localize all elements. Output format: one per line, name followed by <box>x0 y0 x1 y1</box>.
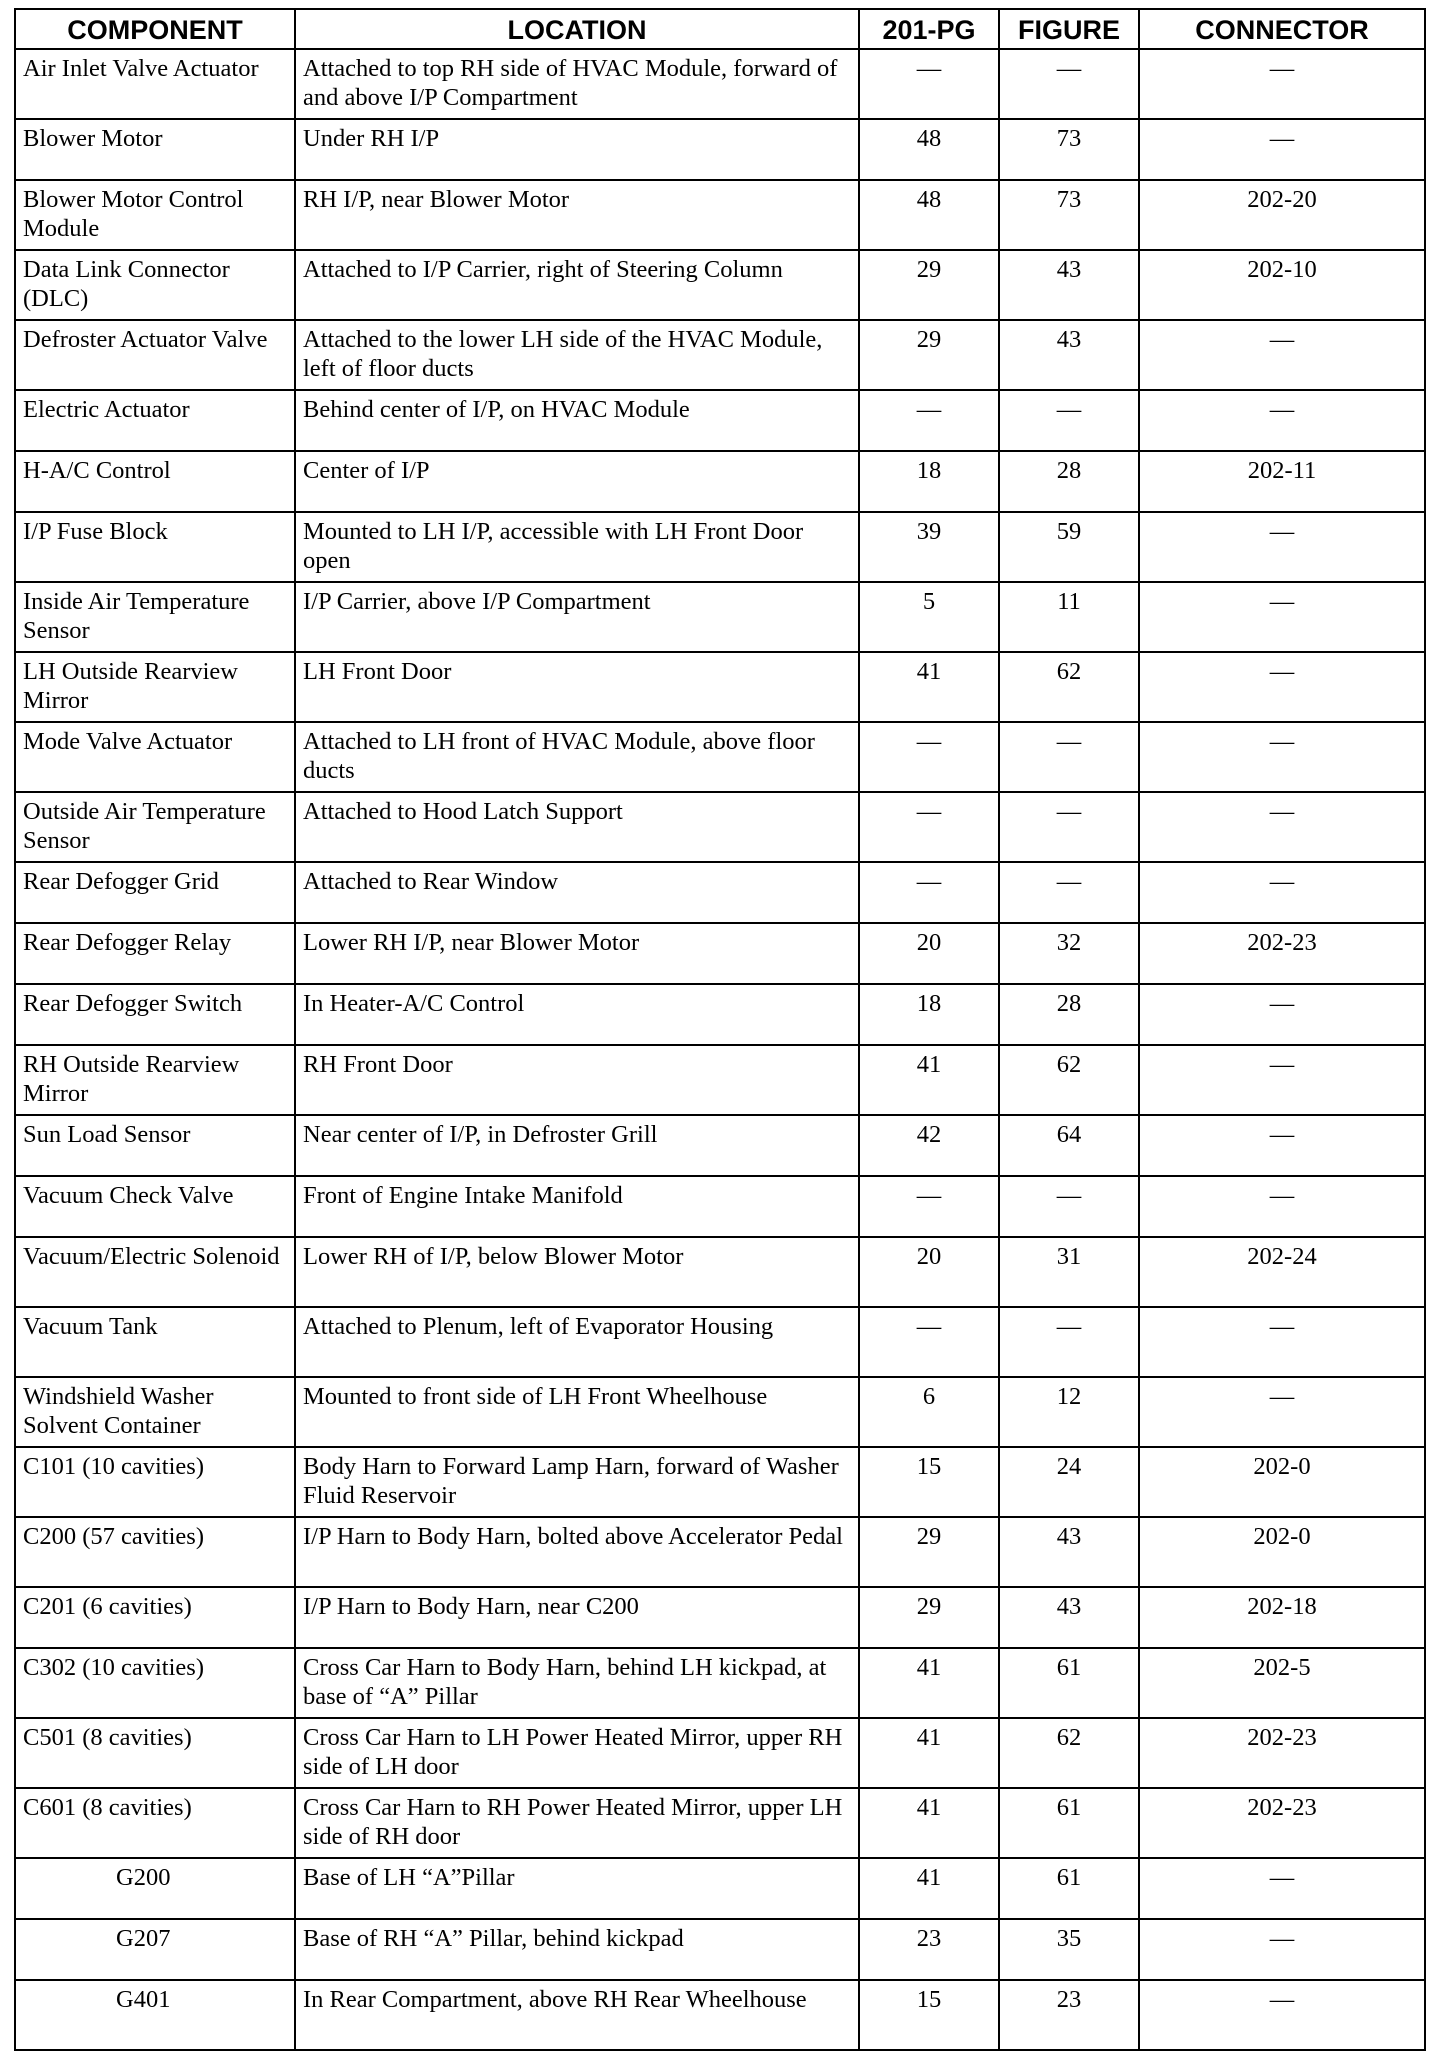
page-cell: — <box>859 390 999 451</box>
table-row <box>15 1919 1425 1980</box>
page-cell: — <box>859 792 999 862</box>
table-row <box>15 1980 1425 2050</box>
table-row <box>15 119 1425 180</box>
component-cell: I/P Fuse Block <box>15 512 295 582</box>
component-cell: G401 <box>15 1980 295 2050</box>
connector-cell: — <box>1139 652 1425 722</box>
column-header-component: COMPONENT <box>15 9 295 49</box>
location-cell: Attached to Plenum, left of Evaporator Housing <box>295 1307 859 1377</box>
figure-cell: 61 <box>999 1858 1139 1919</box>
table-row <box>15 1718 1425 1788</box>
component-cell: C302 (10 cavities) <box>15 1648 295 1718</box>
page-cell: 48 <box>859 180 999 250</box>
component-cell: Inside Air Temperature Sensor <box>15 582 295 652</box>
location-cell: Attached to I/P Carrier, right of Steering Column <box>295 250 859 320</box>
page-cell: — <box>859 1307 999 1377</box>
column-header-connector: CONNECTOR <box>1139 9 1425 49</box>
location-cell: Base of LH “A”Pillar <box>295 1858 859 1919</box>
component-cell: C101 (10 cavities) <box>15 1447 295 1517</box>
component-cell: Vacuum/Electric Solenoid <box>15 1237 295 1307</box>
component-cell: G200 <box>15 1858 295 1919</box>
column-header-figure: FIGURE <box>999 9 1139 49</box>
table-row <box>15 792 1425 862</box>
connector-cell: 202-18 <box>1139 1587 1425 1648</box>
component-cell: Vacuum Tank <box>15 1307 295 1377</box>
figure-cell: 11 <box>999 582 1139 652</box>
connector-cell: 202-11 <box>1139 451 1425 512</box>
component-location-sheet <box>14 8 1424 2051</box>
location-cell: Base of RH “A” Pillar, behind kickpad <box>295 1919 859 1980</box>
table-row <box>15 1115 1425 1176</box>
column-header-location: LOCATION <box>295 9 859 49</box>
table-row <box>15 1587 1425 1648</box>
connector-cell: — <box>1139 49 1425 119</box>
location-cell: Mounted to LH I/P, accessible with LH Front Door open <box>295 512 859 582</box>
page-cell: 6 <box>859 1377 999 1447</box>
table-row <box>15 923 1425 984</box>
table-row <box>15 390 1425 451</box>
connector-cell: 202-20 <box>1139 180 1425 250</box>
connector-cell: — <box>1139 862 1425 923</box>
connector-cell: — <box>1139 582 1425 652</box>
column-header-page: 201-PG <box>859 9 999 49</box>
connector-cell: — <box>1139 722 1425 792</box>
page-cell: 48 <box>859 119 999 180</box>
page-cell: 15 <box>859 1980 999 2050</box>
figure-cell: 61 <box>999 1788 1139 1858</box>
connector-cell: — <box>1139 984 1425 1045</box>
table-row <box>15 1045 1425 1115</box>
location-cell: Lower RH I/P, near Blower Motor <box>295 923 859 984</box>
figure-cell: — <box>999 1307 1139 1377</box>
component-cell: Data Link Connector (DLC) <box>15 250 295 320</box>
connector-cell: — <box>1139 1858 1425 1919</box>
figure-cell: — <box>999 862 1139 923</box>
component-cell: Rear Defogger Switch <box>15 984 295 1045</box>
figure-cell: 61 <box>999 1648 1139 1718</box>
connector-cell: 202-10 <box>1139 250 1425 320</box>
component-cell: LH Outside Rearview Mirror <box>15 652 295 722</box>
connector-cell: — <box>1139 1045 1425 1115</box>
figure-cell: 62 <box>999 1718 1139 1788</box>
figure-cell: 28 <box>999 451 1139 512</box>
page-cell: 41 <box>859 1045 999 1115</box>
location-cell: Attached to top RH side of HVAC Module, forward of and above I/P Compartment <box>295 49 859 119</box>
page-cell: 29 <box>859 1587 999 1648</box>
page-cell: 5 <box>859 582 999 652</box>
component-cell: C501 (8 cavities) <box>15 1718 295 1788</box>
component-cell: H-A/C Control <box>15 451 295 512</box>
figure-cell: 43 <box>999 250 1139 320</box>
page-cell: 29 <box>859 320 999 390</box>
location-cell: In Heater-A/C Control <box>295 984 859 1045</box>
table-row <box>15 250 1425 320</box>
figure-cell: — <box>999 49 1139 119</box>
figure-cell: 43 <box>999 320 1139 390</box>
page-cell: 29 <box>859 1517 999 1587</box>
component-cell: Air Inlet Valve Actuator <box>15 49 295 119</box>
location-cell: Front of Engine Intake Manifold <box>295 1176 859 1237</box>
connector-cell: 202-23 <box>1139 1718 1425 1788</box>
location-cell: Center of I/P <box>295 451 859 512</box>
table-row <box>15 180 1425 250</box>
page-cell: 23 <box>859 1919 999 1980</box>
page-cell: — <box>859 722 999 792</box>
figure-cell: — <box>999 390 1139 451</box>
page-cell: 18 <box>859 984 999 1045</box>
connector-cell: — <box>1139 1377 1425 1447</box>
component-location-table <box>14 8 1426 2051</box>
connector-cell: 202-0 <box>1139 1447 1425 1517</box>
component-cell: Blower Motor <box>15 119 295 180</box>
table-row <box>15 582 1425 652</box>
component-cell: C200 (57 cavities) <box>15 1517 295 1587</box>
page-cell: 42 <box>859 1115 999 1176</box>
location-cell: Lower RH of I/P, below Blower Motor <box>295 1237 859 1307</box>
table-row <box>15 1237 1425 1307</box>
table-row <box>15 1377 1425 1447</box>
component-cell: C201 (6 cavities) <box>15 1587 295 1648</box>
figure-cell: 43 <box>999 1517 1139 1587</box>
connector-cell: 202-0 <box>1139 1517 1425 1587</box>
table-row <box>15 1176 1425 1237</box>
figure-cell: 64 <box>999 1115 1139 1176</box>
location-cell: Attached to the lower LH side of the HVAC Module, left of floor ducts <box>295 320 859 390</box>
page-cell: 41 <box>859 1718 999 1788</box>
page-cell: 29 <box>859 250 999 320</box>
location-cell: Attached to Rear Window <box>295 862 859 923</box>
table-row <box>15 512 1425 582</box>
page-cell: 18 <box>859 451 999 512</box>
location-cell: Cross Car Harn to RH Power Heated Mirror, upper LH side of RH door <box>295 1788 859 1858</box>
figure-cell: 23 <box>999 1980 1139 2050</box>
page-cell: — <box>859 49 999 119</box>
page-cell: 20 <box>859 923 999 984</box>
component-cell: RH Outside Rearview Mirror <box>15 1045 295 1115</box>
component-cell: C601 (8 cavities) <box>15 1788 295 1858</box>
location-cell: Near center of I/P, in Defroster Grill <box>295 1115 859 1176</box>
component-cell: Windshield Washer Solvent Container <box>15 1377 295 1447</box>
location-cell: Mounted to front side of LH Front Wheelhouse <box>295 1377 859 1447</box>
connector-cell: 202-5 <box>1139 1648 1425 1718</box>
connector-cell: — <box>1139 119 1425 180</box>
table-row <box>15 1307 1425 1377</box>
table-row <box>15 1648 1425 1718</box>
component-cell: Rear Defogger Grid <box>15 862 295 923</box>
figure-cell: 59 <box>999 512 1139 582</box>
table-row <box>15 1858 1425 1919</box>
component-cell: Blower Motor Control Module <box>15 180 295 250</box>
figure-cell: — <box>999 1176 1139 1237</box>
connector-cell: — <box>1139 1919 1425 1980</box>
location-cell: Cross Car Harn to LH Power Heated Mirror, upper RH side of LH door <box>295 1718 859 1788</box>
table-row <box>15 652 1425 722</box>
table-row <box>15 1788 1425 1858</box>
connector-cell: — <box>1139 512 1425 582</box>
page-cell: 41 <box>859 1788 999 1858</box>
figure-cell: 43 <box>999 1587 1139 1648</box>
page-cell: 41 <box>859 652 999 722</box>
page-cell: — <box>859 1176 999 1237</box>
location-cell: I/P Harn to Body Harn, near C200 <box>295 1587 859 1648</box>
table-row <box>15 984 1425 1045</box>
table-row <box>15 1517 1425 1587</box>
connector-cell: — <box>1139 1980 1425 2050</box>
page-cell: 20 <box>859 1237 999 1307</box>
table-row <box>15 1447 1425 1517</box>
page-cell: 41 <box>859 1648 999 1718</box>
component-cell: Sun Load Sensor <box>15 1115 295 1176</box>
page-cell: — <box>859 862 999 923</box>
figure-cell: 12 <box>999 1377 1139 1447</box>
figure-cell: 62 <box>999 1045 1139 1115</box>
location-cell: Body Harn to Forward Lamp Harn, forward of Washer Fluid Reservoir <box>295 1447 859 1517</box>
component-cell: Defroster Actuator Valve <box>15 320 295 390</box>
location-cell: Attached to LH front of HVAC Module, above floor ducts <box>295 722 859 792</box>
component-cell: Outside Air Temperature Sensor <box>15 792 295 862</box>
page-cell: 39 <box>859 512 999 582</box>
component-cell: Rear Defogger Relay <box>15 923 295 984</box>
location-cell: RH Front Door <box>295 1045 859 1115</box>
location-cell: LH Front Door <box>295 652 859 722</box>
table-row <box>15 49 1425 119</box>
connector-cell: — <box>1139 792 1425 862</box>
figure-cell: 24 <box>999 1447 1139 1517</box>
component-cell: Mode Valve Actuator <box>15 722 295 792</box>
location-cell: I/P Carrier, above I/P Compartment <box>295 582 859 652</box>
figure-cell: 73 <box>999 180 1139 250</box>
figure-cell: 28 <box>999 984 1139 1045</box>
figure-cell: 62 <box>999 652 1139 722</box>
location-cell: Cross Car Harn to Body Harn, behind LH kickpad, at base of “A” Pillar <box>295 1648 859 1718</box>
component-cell: Vacuum Check Valve <box>15 1176 295 1237</box>
figure-cell: 73 <box>999 119 1139 180</box>
component-cell: G207 <box>15 1919 295 1980</box>
page-cell: 15 <box>859 1447 999 1517</box>
figure-cell: 32 <box>999 923 1139 984</box>
table-row <box>15 451 1425 512</box>
component-cell: Electric Actuator <box>15 390 295 451</box>
table-row <box>15 862 1425 923</box>
location-cell: I/P Harn to Body Harn, bolted above Accelerator Pedal <box>295 1517 859 1587</box>
connector-cell: 202-23 <box>1139 1788 1425 1858</box>
connector-cell: — <box>1139 1176 1425 1237</box>
connector-cell: — <box>1139 320 1425 390</box>
location-cell: In Rear Compartment, above RH Rear Wheelhouse <box>295 1980 859 2050</box>
figure-cell: — <box>999 722 1139 792</box>
figure-cell: — <box>999 792 1139 862</box>
location-cell: RH I/P, near Blower Motor <box>295 180 859 250</box>
connector-cell: — <box>1139 1115 1425 1176</box>
figure-cell: 31 <box>999 1237 1139 1307</box>
connector-cell: 202-24 <box>1139 1237 1425 1307</box>
header-row <box>15 9 1425 49</box>
connector-cell: — <box>1139 390 1425 451</box>
connector-cell: — <box>1139 1307 1425 1377</box>
location-cell: Under RH I/P <box>295 119 859 180</box>
table-row <box>15 722 1425 792</box>
location-cell: Attached to Hood Latch Support <box>295 792 859 862</box>
table-row <box>15 320 1425 390</box>
page-cell: 41 <box>859 1858 999 1919</box>
connector-cell: 202-23 <box>1139 923 1425 984</box>
figure-cell: 35 <box>999 1919 1139 1980</box>
location-cell: Behind center of I/P, on HVAC Module <box>295 390 859 451</box>
